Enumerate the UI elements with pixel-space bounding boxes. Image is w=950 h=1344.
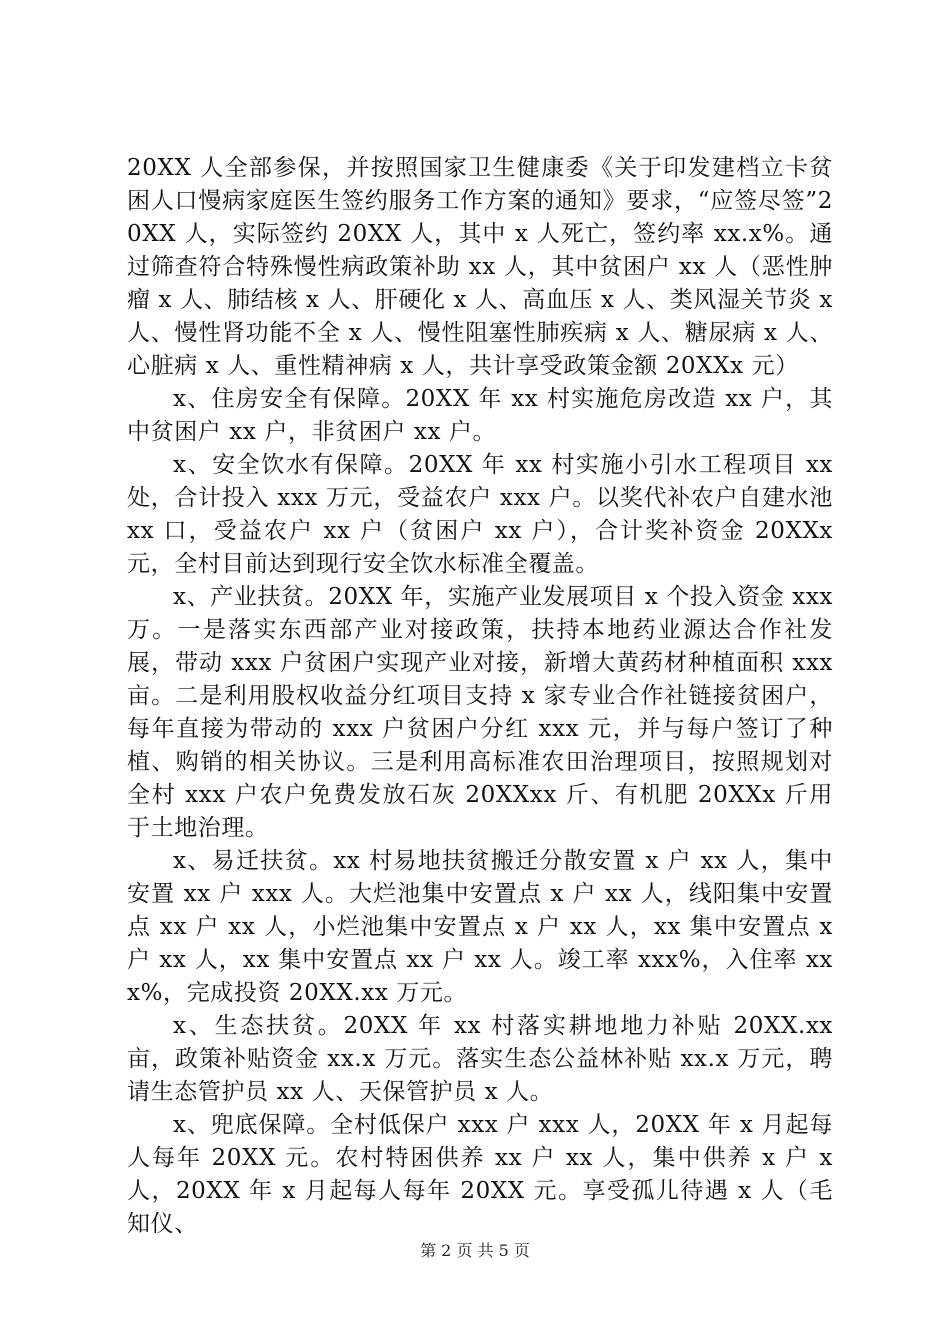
- paragraph-relocation-poverty-relief: x、易迁扶贫。xx 村易地扶贫搬迁分散安置 x 户 xx 人，集中安置 xx 户 xxx 人。大烂池集中安置点 x 户 xx 人，线阳集中安置点 xx 户 xx 人，小烂池集中安置点 x 户 xx 人，xx 集中安置点 x 户 xx 人，xx 集中安置点 xx 户 xx 人。竣工率 xxx%，入住率 xxx%，完成投资 20XX.xx 万元。: [127, 848, 833, 1006]
- page-number-footer: 第 2 页 共 5 页: [420, 1241, 530, 1260]
- paragraph-housing-safety: x、住房安全有保障。20XX 年 xx 村实施危房改造 xx 户，其中贫困户 xx 户，非贫困户 xx 户。: [127, 386, 833, 445]
- paragraph-industry-poverty-relief: x、产业扶贫。20XX 年，实施产业发展项目 x 个投入资金 xxx 万。一是落实东西部产业对接政策，扶持本地药业源达合作社发展，带动 xxx 户贫困户实现产业对接，新增大黄药材种植面积 xxx 亩。二是利用股权收益分红项目支持 x 家专业合作社链接贫困户，每年直接为带动的 xxx 户贫困户分红 xxx 元，并与每户签订了种植、购销的相关协议。三是利用高标准农田治理项目，按照规划对全村 xxx 户农户免费发放石灰 20XXxx 斤、有机肥 20XXx 斤用于土地治理。: [127, 584, 833, 841]
- paragraph-medical-insurance: 20XX 人全部参保，并按照国家卫生健康委《关于印发建档立卡贫困人口慢病家庭医生签约服务工作方案的通知》要求，“应签尽签”20XX 人，实际签约 20XX 人，其中 x 人死亡，签约率 xx.x%。通过筛查符合特殊慢性病政策补助 xx 人，其中贫困户 xx 人（恶性肿瘤 x 人、肺结核 x 人、肝硬化 x 人、高血压 x 人、类风湿关节炎 x 人、慢性肾功能不全 x 人、慢性阻塞性肺疾病 x 人、糖尿病 x 人、心脏病 x 人、重性精神病 x 人，共计享受政策金额 20XXx 元）: [127, 155, 833, 379]
- paragraph-drinking-water: x、安全饮水有保障。20XX 年 xx 村实施小引水工程项目 xx 处，合计投入 xxx 万元，受益农户 xxx 户。以奖代补农户自建水池 xx 口，受益农户 xx 户（贫困户 xx 户），合计奖补资金 20XXx 元，全村目前达到现行安全饮水标准全覆盖。: [127, 452, 833, 577]
- document-body: [127, 152, 833, 1241]
- paragraph-ecological-poverty-relief: x、生态扶贫。20XX 年 xx 村落实耕地地力补贴 20XX.xx 亩，政策补贴资金 xx.x 万元。落实生态公益林补贴 xx.x 万元，聘请生态管护员 xx 人、天保管护员 x 人。: [127, 1013, 833, 1105]
- paragraph-basic-security: x、兜底保障。全村低保户 xxx 户 xxx 人，20XX 年 x 月起每人每年 20XX 元。农村特困供养 xx 户 xx 人，集中供养 x 户 x 人，20XX 年 x 月起每人每年 20XX 元。享受孤儿待遇 x 人（毛知仪、: [127, 1112, 833, 1237]
